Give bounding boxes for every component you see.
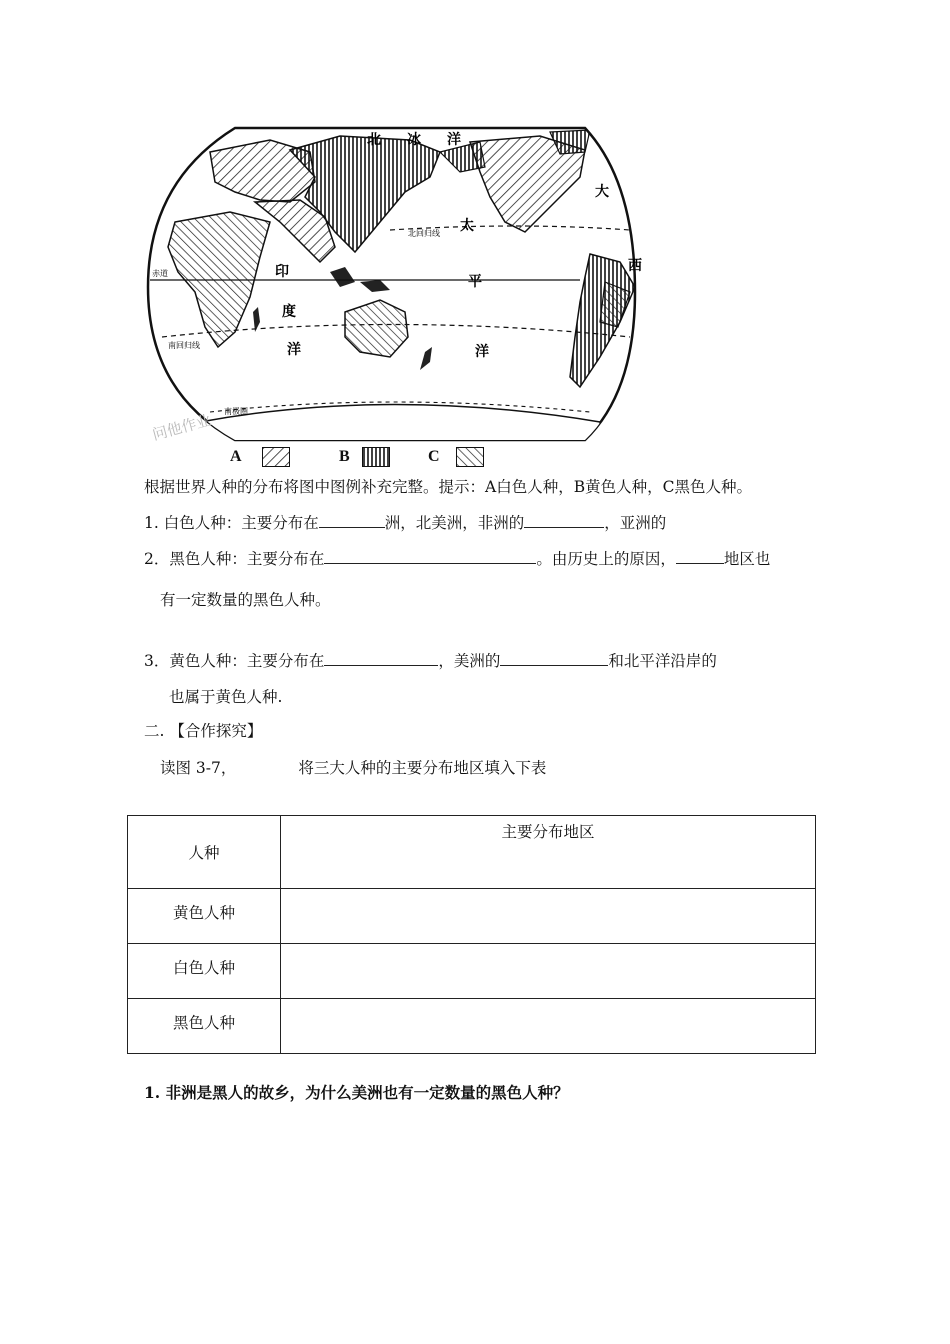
question-2-line2: 有一定数量的黑色人种。 xyxy=(160,591,331,609)
label-pacific-ping: 平 xyxy=(468,274,482,290)
label-atlantic-xi: 西 xyxy=(628,258,642,274)
task-text: 读图 3-7， 将三大人种的主要分布地区填入下表 xyxy=(160,759,547,777)
q1-blank-1[interactable] xyxy=(319,511,385,528)
q3-blank-1[interactable] xyxy=(324,649,438,666)
discussion-question: 1. 非洲是黑人的故乡，为什么美洲也有一定数量的黑色人种？ xyxy=(144,1083,569,1102)
world-race-map xyxy=(140,122,640,447)
label-indian-du: 度 xyxy=(282,304,296,320)
legend-c-label: C xyxy=(428,448,440,465)
label-pacific-tai: 太 xyxy=(460,218,474,234)
q2-blank-1[interactable] xyxy=(324,547,536,564)
distribution-table xyxy=(127,815,816,1054)
legend-b-pattern xyxy=(363,448,389,466)
table-row xyxy=(128,889,816,944)
legend-a-pattern xyxy=(263,448,289,466)
section-2-heading: 二. 【合作探究】 xyxy=(144,722,263,740)
label-arctic-1: 北 xyxy=(367,132,381,148)
legend-c-pattern xyxy=(457,448,483,466)
question-3-line2: 也属于黄色人种. xyxy=(169,688,283,706)
q1-blank-2[interactable] xyxy=(524,511,604,528)
question-1: 1. 白色人种：主要分布在 洲，北美洲，非洲的 ，亚洲的 xyxy=(144,511,666,534)
row-black-answer[interactable] xyxy=(281,999,816,1054)
label-antarctic: 南极圈 xyxy=(224,407,248,416)
label-indian-yin: 印 xyxy=(275,264,289,280)
label-pacific-da: 大 xyxy=(595,184,609,200)
table-header-row xyxy=(128,816,816,889)
row-yellow-answer[interactable] xyxy=(281,889,816,944)
header-race: 人种 xyxy=(128,816,281,889)
q3-blank-2[interactable] xyxy=(500,649,608,666)
question-2: 2．黑色人种：主要分布在 。由历史上的原因， 地区也 xyxy=(144,547,770,570)
header-region: 主要分布地区 xyxy=(281,816,816,889)
legend-b-label: B xyxy=(339,448,350,465)
table-row xyxy=(128,944,816,999)
q2-blank-2[interactable] xyxy=(676,547,724,564)
label-indian-yang: 洋 xyxy=(287,342,301,358)
table-row xyxy=(128,999,816,1054)
row-white-label: 白色人种 xyxy=(128,944,281,999)
label-arctic-3: 洋 xyxy=(447,132,461,148)
label-arctic-2: 冰 xyxy=(407,132,421,148)
label-pacific-yang: 洋 xyxy=(475,344,489,360)
label-tropic-capricorn: 南回归线 xyxy=(168,341,200,350)
instruction-text: 根据世界人种的分布将图中图例补充完整。提示：A白色人种，B黄色人种，C黑色人种。 xyxy=(144,478,752,496)
legend-a-label: A xyxy=(230,448,242,465)
map-svg xyxy=(140,122,640,447)
row-white-answer[interactable] xyxy=(281,944,816,999)
watermark: 问他作业 xyxy=(150,410,214,444)
legend-b-swatch xyxy=(362,447,390,467)
legend-a-swatch xyxy=(262,447,290,467)
label-equator: 赤道 xyxy=(152,269,168,278)
legend-c-swatch xyxy=(456,447,484,467)
row-yellow-label: 黄色人种 xyxy=(128,889,281,944)
row-black-label: 黑色人种 xyxy=(128,999,281,1054)
question-3: 3．黄色人种：主要分布在 ，美洲的 和北平洋沿岸的 xyxy=(144,649,717,672)
label-tropic-cancer: 北回归线 xyxy=(408,229,440,238)
